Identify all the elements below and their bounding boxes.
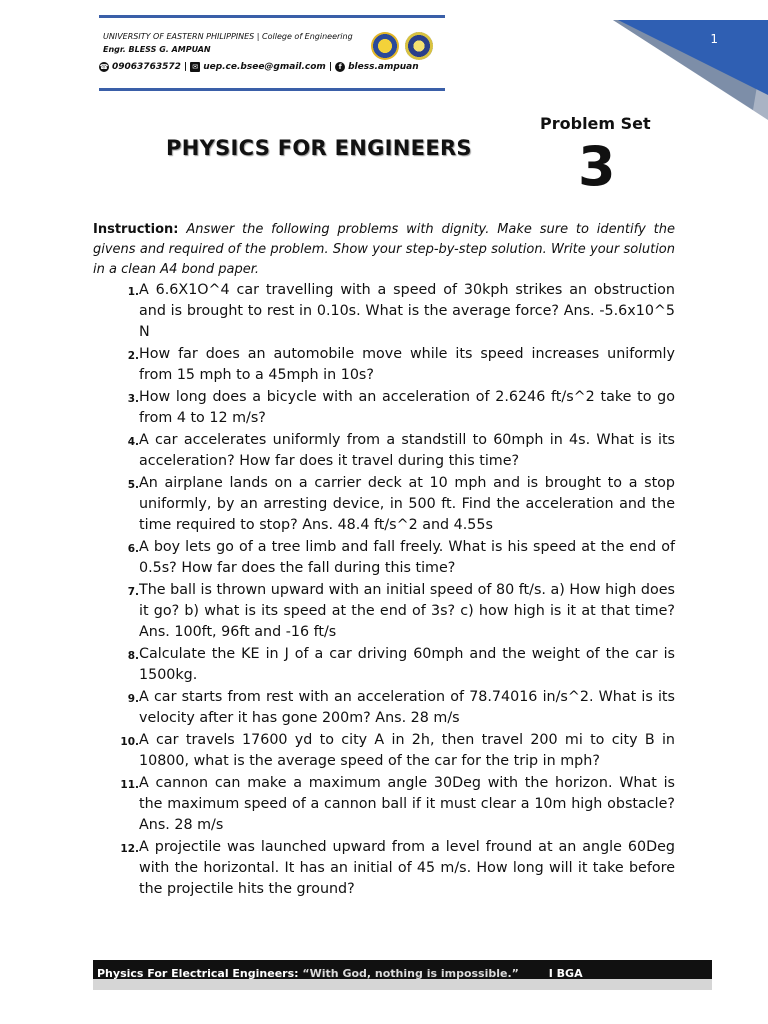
facebook-icon: f <box>335 62 345 72</box>
list-item <box>93 473 675 537</box>
problem-number-text: 9. <box>127 692 139 705</box>
problem-number <box>93 773 139 837</box>
problem-set-label: Problem Set <box>540 114 651 133</box>
separator: | <box>183 62 188 72</box>
problem-number <box>93 644 139 686</box>
facebook-handle: bless.ampuan <box>348 62 419 72</box>
email-icon: ✉ <box>190 62 200 72</box>
problem-text: A projectile was launched upward from a level fround at an angle 60Deg with the horizontal. It has an initial of 45 m/s. How long will it take before the projectile hits the ground? <box>139 838 675 898</box>
problem-number-text: 3. <box>127 393 139 406</box>
footer-course: Physics For Electrical Engineers: <box>97 967 299 980</box>
phone-number: 09063763572 <box>112 62 181 72</box>
letterhead <box>99 15 445 91</box>
separator: | <box>328 62 333 72</box>
problem-text: A car starts from rest with an acceleration of 78.74016 in/s^2. What is its velocity after it has gone 200m? Ans. 28 m/s <box>139 688 675 727</box>
problem-number-text: 6. <box>127 542 139 555</box>
instruction-text: Answer the following problems with dignity. Make sure to identify the givens and required of the problem. Show your step-by-step solution. Write your solution in a clean A4 bond paper. <box>93 222 675 277</box>
problem-text: A car accelerates uniformly from a standstill to 60mph in 4s. What is its acceleration? How far does it travel during this time? <box>139 431 675 470</box>
problem-number <box>93 537 139 579</box>
problem-text: Calculate the KE in J of a car driving 60mph and the weight of the car is 1500kg. <box>139 645 675 684</box>
list-item <box>93 644 675 686</box>
footer <box>93 960 712 990</box>
problem-text: How long does a bicycle with an acceleration of 2.6246 ft/s^2 take to go from 4 to 12 m/s? <box>139 389 675 427</box>
problem-number <box>93 730 139 772</box>
problem-number-text: 5. <box>127 478 139 491</box>
corner-decoration <box>593 0 768 120</box>
problem-text: How far does an automobile move while its speed increases uniformly from 15 mph to a 45mph in 10s? <box>139 346 675 384</box>
list-item <box>93 773 675 837</box>
problem-number <box>93 344 139 386</box>
instruction-label: Instruction: <box>93 222 179 237</box>
problem-number-text: 12. <box>120 842 139 855</box>
problem-number-text: 10. <box>120 735 139 748</box>
page-number: 1 <box>710 32 718 46</box>
problem-number-text: 7. <box>127 585 139 598</box>
problem-number-text: 2. <box>127 350 139 363</box>
problem-number-text: 11. <box>120 778 139 791</box>
university-seal-icon <box>371 32 399 60</box>
problem-number <box>93 687 139 729</box>
list-item <box>93 387 675 429</box>
list-item <box>93 280 675 344</box>
problem-list <box>93 280 675 901</box>
problem-text: An airplane lands on a carrier deck at 10 mph and is brought to a stop uniformly, by an arresting device, in 500 ft. Find the acceleration and the time required to stop? Ans. 48.4 ft/s^2 and 4.55s <box>139 474 675 534</box>
problem-text: A cannon can make a maximum angle 30Deg with the horizon. What is the maximum speed of a cannon ball if it must clear a 10m high obstacle? Ans. 28 m/s <box>139 774 675 834</box>
problem-number <box>93 387 139 429</box>
list-item <box>93 730 675 772</box>
list-item <box>93 537 675 579</box>
list-item <box>93 837 675 901</box>
contact-line <box>99 62 419 72</box>
problem-number <box>93 837 139 901</box>
footer-quote: “With God, nothing is impossible.” <box>302 967 519 980</box>
footer-initials: I BGA <box>548 967 583 980</box>
problem-text: The ball is thrown upward with an initial speed of 80 ft/s. a) How high does it go? b) what is its speed at the end of 3s? c) how high is it at that time? Ans. 100ft, 96ft and -16 ft/s <box>139 581 675 641</box>
problem-number-text: 1. <box>127 286 139 298</box>
problem-number <box>93 473 139 537</box>
college-seal-icon <box>405 32 433 60</box>
document-title: PHYSICS FOR ENGINEERS <box>166 136 472 160</box>
problem-number-text: 8. <box>127 649 139 662</box>
problem-text: A boy lets go of a tree limb and fall freely. What is his speed at the end of 0.5s? How far does the fall during this time? <box>139 538 675 577</box>
list-item <box>93 344 675 386</box>
problem-number <box>93 280 139 344</box>
institution-line: UNIVERSITY OF EASTERN PHILIPPINES | College of Engineering <box>103 32 353 41</box>
problem-number <box>93 430 139 472</box>
footer-text <box>97 967 583 980</box>
problem-number <box>93 580 139 644</box>
list-item <box>93 430 675 472</box>
list-item <box>93 687 675 729</box>
phone-icon: ☎ <box>99 63 109 71</box>
problem-text: A car travels 17600 yd to city A in 2h, then travel 200 mi to city B in 10800, what is the average speed of the car for the trip in mph? <box>139 731 675 769</box>
instructor-name: Engr. BLESS G. AMPUAN <box>103 45 211 54</box>
instruction <box>93 220 675 280</box>
list-item <box>93 580 675 644</box>
problem-number-text: 4. <box>127 435 139 448</box>
problem-set-number: 3 <box>578 135 616 198</box>
problem-text: A 6.6X1O^4 car travelling with a speed of 30kph strikes an obstruction and is brought to rest in 0.10s. What is the average force? Ans. -5.6x10^5 N <box>139 282 675 341</box>
email-address: uep.ce.bsee@gmail.com <box>203 62 326 72</box>
